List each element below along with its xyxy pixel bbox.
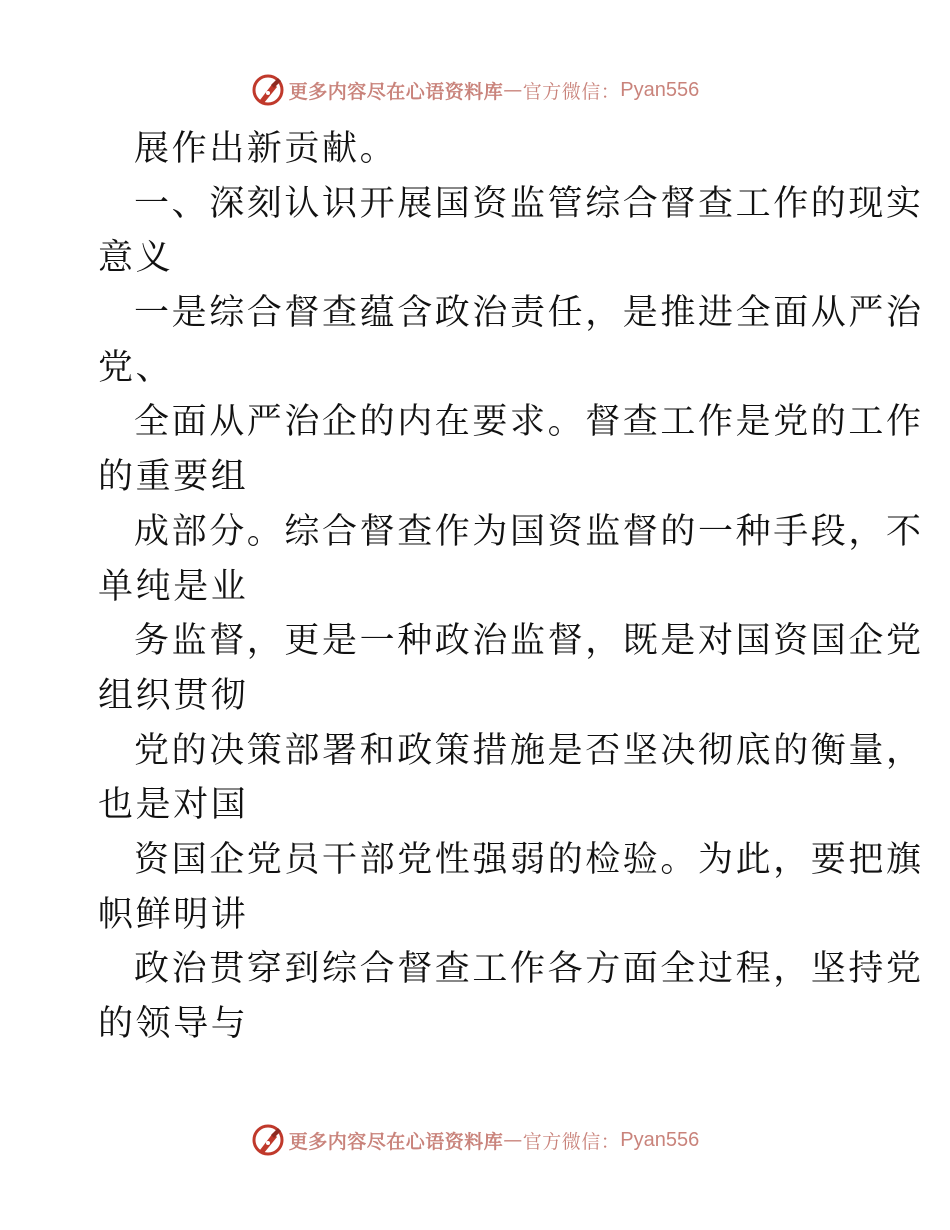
body-line: 党的决策部署和政策措施是否坚决彻底的衡量， [134, 730, 924, 771]
document-body [98, 122, 924, 1052]
body-line: 意义 [98, 238, 174, 279]
banner-title: 更多内容尽在心语资料库 [288, 1130, 504, 1153]
body-line: 资国企党员干部党性强弱的检验。为此，要把旗 [134, 839, 924, 880]
body-line: 展作出新贡献。 [134, 129, 398, 169]
body-line: 帜鲜明讲 [98, 894, 249, 935]
body-line: 成部分。综合督查作为国资监督的一种手段，不 [134, 511, 924, 552]
body-line: 单纯是业 [98, 566, 249, 607]
banner-title: 更多内容尽在心语资料库 [288, 80, 504, 103]
body-line: 也是对国 [98, 785, 249, 826]
body-line: 党、 [98, 347, 174, 388]
body-line: 一、深刻认识开展国资监管综合督查工作的现实 [134, 183, 924, 224]
header-banner [0, 70, 950, 110]
body-line: 的重要组 [98, 457, 249, 498]
banner-dash: — [503, 79, 523, 101]
body-line: 的领导与 [98, 1004, 249, 1044]
body-line: 务监督，更是一种政治监督，既是对国资国企党 [134, 621, 924, 662]
footer-banner [0, 1120, 950, 1160]
banner-wechat-id: Pyan556 [620, 78, 700, 101]
body-line: 全面从严治企的内在要求。督查工作是党的工作 [134, 402, 924, 443]
body-line: 组织贯彻 [98, 675, 249, 716]
pen-nib-logo-icon [251, 1123, 285, 1157]
banner-wechat-label: 官方微信： [522, 80, 621, 103]
body-line: 一是综合督查蕴含政治责任，是推进全面从严治 [134, 293, 924, 334]
banner-wechat-id: Pyan556 [620, 1128, 700, 1151]
banner-wechat-label: 官方微信： [522, 1130, 621, 1153]
body-line: 政治贯穿到综合督查工作各方面全过程，坚持党 [134, 949, 924, 990]
banner-dash: — [503, 1129, 523, 1151]
pen-nib-logo-icon [251, 73, 285, 107]
